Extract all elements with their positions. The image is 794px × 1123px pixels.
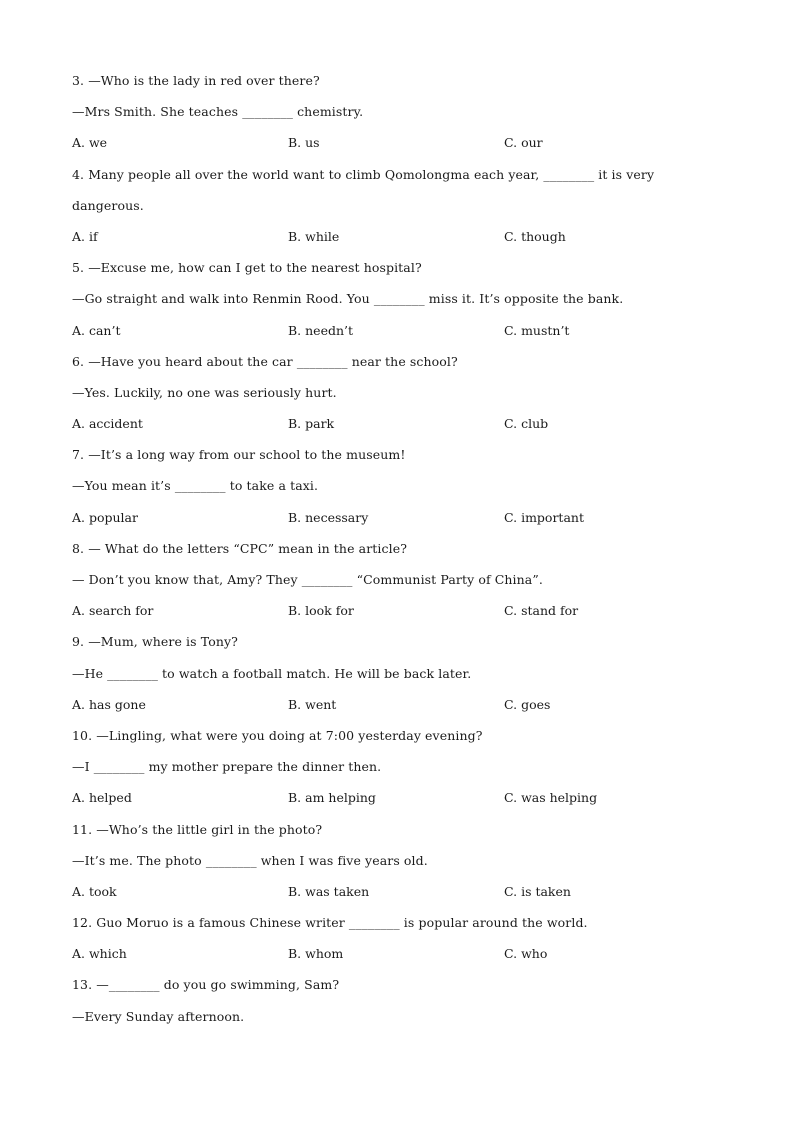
document-page [72, 65, 722, 1032]
answer-options [72, 876, 722, 907]
option-a: A. popular [72, 509, 138, 525]
option-a: A. accident [72, 416, 143, 432]
question-text: 13. —________ do you go swimming, Sam? [72, 977, 340, 993]
option-a: A. helped [72, 790, 132, 806]
option-a: A. which [72, 946, 127, 962]
question-text: 11. —Who’s the little girl in the photo? [72, 821, 323, 837]
question-5 [72, 252, 722, 346]
answer-options [72, 595, 722, 626]
answer-options [72, 782, 722, 813]
question-8 [72, 533, 722, 627]
question-text: —Go straight and walk into Renmin Rood. You ________ miss it. It’s opposite the bank. [72, 291, 624, 307]
option-c: C. who [504, 946, 548, 962]
option-b: B. went [288, 696, 337, 712]
option-b: B. park [288, 416, 335, 432]
option-a: A. if [72, 228, 98, 244]
question-text: —I ________ my mother prepare the dinner then. [72, 759, 382, 775]
option-b: B. while [288, 228, 340, 244]
question-text: 8. — What do the letters “CPC” mean in the article? [72, 540, 408, 556]
option-a: A. we [72, 135, 108, 151]
question-text: 7. —It’s a long way from our school to the museum! [72, 447, 406, 463]
question-7 [72, 439, 722, 533]
answer-options [72, 502, 722, 533]
question-text: —Mrs Smith. She teaches ________ chemistry. [72, 104, 364, 120]
option-b: B. necessary [288, 509, 369, 525]
answer-options [72, 408, 722, 439]
answer-options [72, 315, 722, 346]
option-c: C. important [504, 509, 584, 525]
option-c: C. our [504, 135, 543, 151]
question-text: 9. —Mum, where is Tony? [72, 634, 238, 650]
question-text: 6. —Have you heard about the car ________ near the school? [72, 353, 458, 369]
question-12 [72, 907, 722, 969]
option-c: C. club [504, 416, 549, 432]
option-c: C. is taken [504, 883, 571, 899]
option-b: B. us [288, 135, 320, 151]
question-text: — Don’t you know that, Amy? They ________ “Communist Party of China”. [72, 572, 543, 587]
answer-options [72, 221, 722, 252]
answer-options [72, 689, 722, 720]
option-c: C. goes [504, 696, 551, 712]
option-b: B. was taken [288, 883, 370, 899]
question-4 [72, 159, 722, 253]
option-b: B. whom [288, 946, 344, 962]
question-text: 12. Guo Moruo is a famous Chinese writer ________ is popular around the world. [72, 915, 588, 931]
question-13 [72, 969, 722, 1031]
option-a: A. search for [72, 603, 154, 619]
question-text: 3. —Who is the lady in red over there? [72, 73, 320, 88]
question-text: —Yes. Luckily, no one was seriously hurt. [72, 384, 337, 400]
question-text: —It’s me. The photo ________ when I was five years old. [72, 852, 428, 868]
question-text: —He ________ to watch a football match. He will be back later. [72, 665, 472, 681]
option-b: B. needn’t [288, 322, 354, 338]
option-a: A. has gone [72, 696, 146, 712]
question-text: dangerous. [72, 197, 144, 213]
answer-options [72, 938, 722, 969]
question-text: —Every Sunday afternoon. [72, 1008, 245, 1024]
option-c: C. though [504, 228, 566, 244]
option-b: B. look for [288, 603, 354, 619]
option-c: C. stand for [504, 603, 579, 619]
question-text: —You mean it’s ________ to take a taxi. [72, 478, 319, 494]
question-11 [72, 814, 722, 908]
option-c: C. was helping [504, 790, 598, 806]
option-a: A. can’t [72, 322, 121, 338]
question-text: 5. —Excuse me, how can I get to the nearest hospital? [72, 260, 422, 276]
question-9 [72, 626, 722, 720]
option-a: A. took [72, 883, 117, 899]
question-10 [72, 720, 722, 814]
question-text: 4. Many people all over the world want to climb Qomolongma each year, ________ it is very [72, 166, 655, 182]
question-3 [72, 65, 722, 159]
answer-options [72, 127, 722, 158]
option-b: B. am helping [288, 790, 376, 806]
question-6 [72, 346, 722, 440]
question-text: 10. —Lingling, what were you doing at 7:00 yesterday evening? [72, 727, 483, 743]
option-c: C. mustn’t [504, 322, 570, 338]
